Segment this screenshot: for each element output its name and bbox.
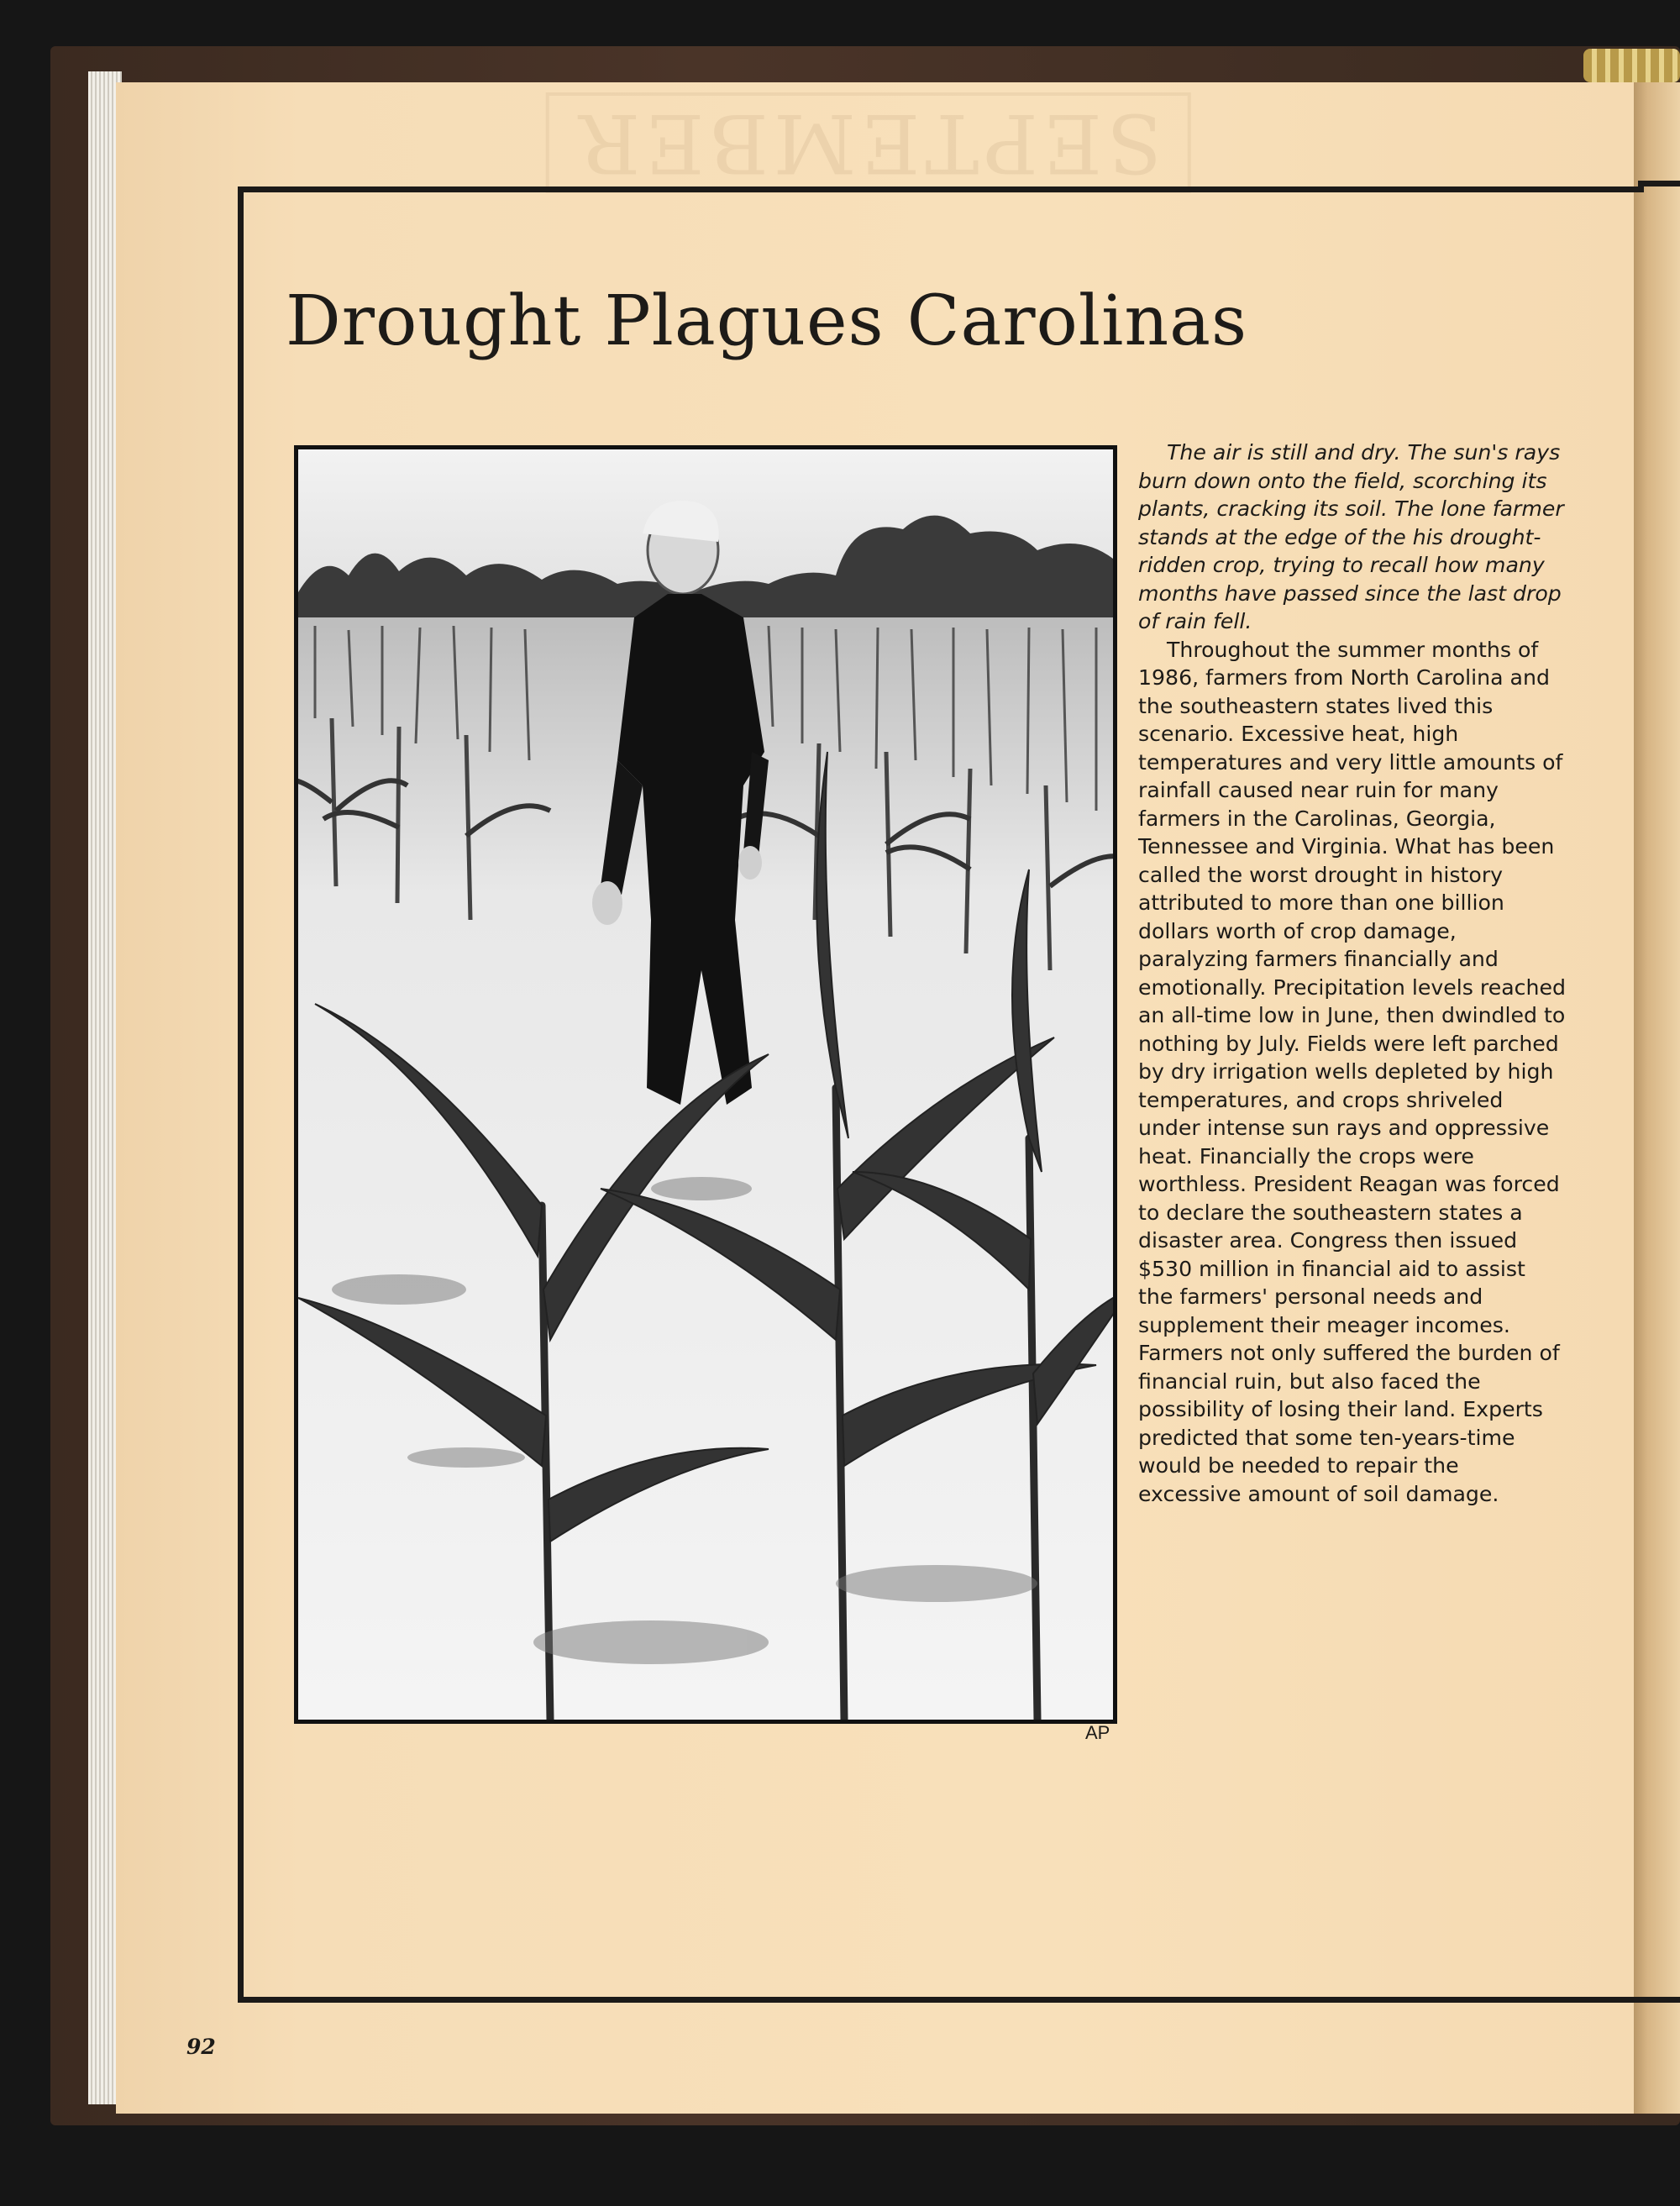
next-page-frame — [1638, 181, 1680, 2003]
article-body: Throughout the summer months of 1986, farmers from North Carolina and the southeastern states lived this scenario. Excessive heat, high temperatures and very little amounts of rainfall caused near ruin for many farmers in the Carolinas, Georgia, Tennessee and Virginia. What has been called the worst drought in history attributed to more than one billion dollars worth of crop damage, paralyzing farmers financially and emotionally. Precipitation levels reached an all-time low in June, then dwindled to nothing by July. Fields were left parched by dry irrigation wells depleted by high temperatures, and crops shriveled under intense sun rays and oppressive heat. Financially the crops were worthless. President Reagan was forced to declare the southeastern states a disaster area. Congress then issued $530 million in financial aid to assist the farmers' personal needs and supplement their meager incomes. Farmers not only suffered the burden of financial ruin, but also faced the possibility of losing their land. Experts predicted that some ten-years-time would be needed to repair the excessive amount of soil damage. — [1138, 637, 1566, 1506]
page-title: Drought Plagues Carolinas — [286, 281, 1248, 361]
article-text — [1138, 439, 1567, 1508]
photo-farmer-in-cornfield — [294, 445, 1117, 1724]
photo-credit: AP — [1085, 1722, 1110, 1743]
article-intro: The air is still and dry. The sun's rays burn down onto the field, scorching its plants, cracking its soil. The lone farmer stands at the edge of the his drought-ridden crop, trying to recall how many months have passed since the last drop of rain fell. — [1138, 440, 1564, 633]
page-number: 92 — [186, 2035, 216, 2059]
photo-illustration — [298, 449, 1113, 1720]
month-watermark: SEPTEMBER — [546, 92, 1191, 193]
binding-clasp — [1583, 49, 1680, 82]
